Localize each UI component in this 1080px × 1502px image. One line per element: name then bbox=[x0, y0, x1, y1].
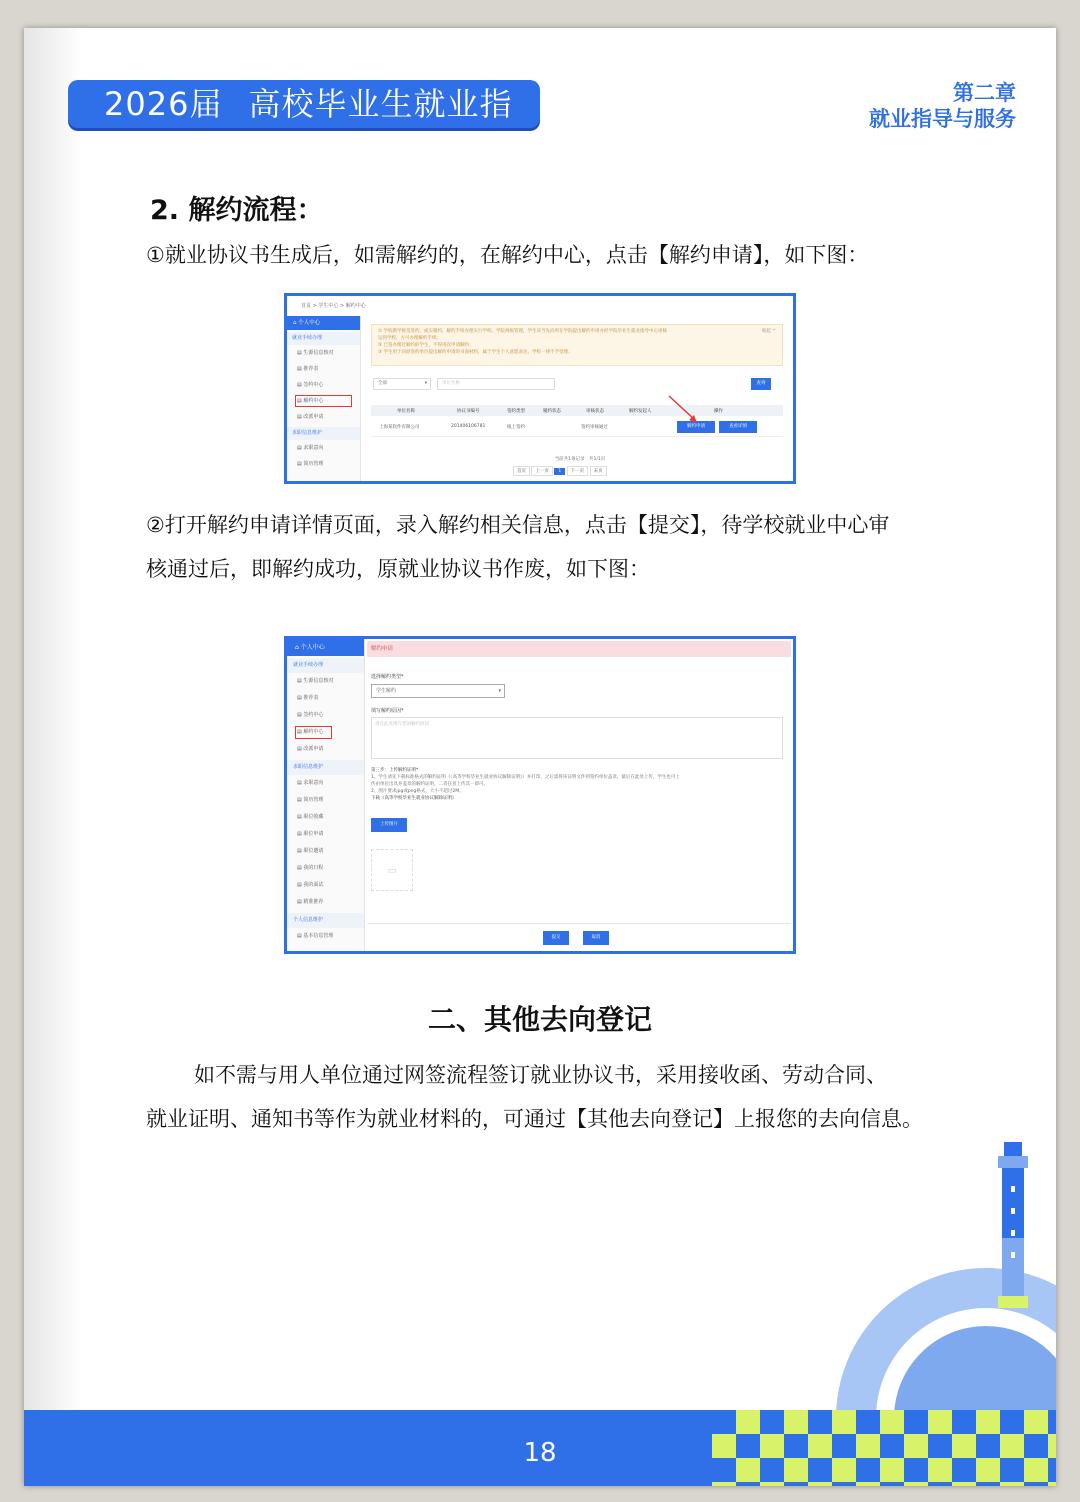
document-icon: ▤ bbox=[297, 678, 304, 684]
document-icon: ▤ bbox=[297, 814, 304, 820]
chapter-label bbox=[869, 80, 1016, 132]
sidebar-group-job-info: 求职信息维护 bbox=[287, 427, 360, 440]
table-cell: 线上签约 bbox=[507, 425, 525, 430]
sidebar-item-source-check[interactable]: ▤ 生源信息核对 bbox=[297, 350, 334, 356]
chevron-down-icon: ▾ bbox=[424, 381, 427, 386]
pager-info: 当前共1条记录 共1/1页 bbox=[554, 457, 606, 462]
sidebar-item[interactable] bbox=[287, 707, 364, 724]
table-cell: 2014061067​81 bbox=[451, 424, 486, 429]
reason-label: 填写解约原因* bbox=[371, 708, 404, 714]
sidebar-item-label: 我的面试 bbox=[303, 882, 324, 888]
notice-box bbox=[371, 324, 783, 366]
table-header bbox=[371, 405, 783, 416]
sidebar-item-label: 职位邀请 bbox=[303, 848, 324, 854]
section2-title: 二、其他去向登记 bbox=[427, 1003, 652, 1036]
chapter-title: 就业指导与服务 bbox=[869, 107, 1016, 131]
notice-line: ③ 学生用于向原签约单位提出解约申请的书面材料，属于学生个人意愿表达，学校一律不予受理； bbox=[378, 350, 573, 355]
header-title: 高校毕业生就业指南 bbox=[104, 85, 513, 171]
sidebar-item-resume[interactable]: ▤ 简历管理 bbox=[297, 461, 324, 467]
notice-line: 运到学校，方可办理解约手续； bbox=[378, 336, 441, 341]
upload-image-button[interactable]: 上传图片 bbox=[371, 818, 407, 832]
instruction-line: 2、图片要求jpg或png格式，大小不超过2M。 bbox=[371, 789, 464, 794]
document-icon: ▤ bbox=[297, 848, 304, 854]
column-header: 解约发起人 bbox=[629, 409, 652, 414]
breadcrumb: 首页 > 学生中心 > 解约中心 bbox=[301, 303, 366, 309]
sidebar-item-label: 解约中心 bbox=[303, 729, 324, 735]
sidebar-item-label: 求职意向 bbox=[303, 780, 324, 786]
sidebar-item[interactable] bbox=[287, 843, 364, 860]
page-binding-shadow bbox=[24, 28, 84, 1486]
pager-next[interactable]: 下一页 bbox=[567, 466, 589, 476]
sidebar-item[interactable] bbox=[287, 809, 364, 826]
sidebar-item[interactable] bbox=[287, 690, 364, 707]
reason-textarea[interactable]: 请在此处填写您的解约原因 bbox=[371, 717, 783, 759]
header-year: 2026届 bbox=[104, 85, 223, 123]
sidebar-item[interactable] bbox=[293, 724, 334, 741]
sidebar-item-label: 简历管理 bbox=[303, 797, 324, 803]
section2-paragraph-line1: 如不需与用人单位通过网签流程签订就业协议书，采用接收函、劳动合同、 bbox=[194, 1063, 887, 1087]
filter-select[interactable]: 全部 ▾ bbox=[373, 378, 431, 390]
sidebar-item[interactable] bbox=[287, 673, 364, 690]
sidebar-item-personal-center[interactable]: ⌂ 个人中心 bbox=[287, 639, 364, 656]
sidebar-item-reassign[interactable]: ▤ 改派申请 bbox=[297, 414, 324, 420]
notice-line: ② 已签办理过解约的学生，不得再次申请解约； bbox=[378, 343, 474, 348]
sidebar-item-label: 推荐表 bbox=[303, 695, 319, 701]
sidebar-item-label: 职位申请 bbox=[303, 831, 324, 837]
chevron-down-icon: ▾ bbox=[498, 688, 501, 694]
red-arrow-icon bbox=[667, 394, 701, 426]
termination-type-select[interactable]: 学生解约 ▾ bbox=[371, 684, 505, 698]
step1-text: ①就业协议书生成后，如需解约的，在解约中心，点击【解约申请】，如下图： bbox=[146, 243, 869, 267]
document-icon: ▤ bbox=[297, 746, 304, 752]
sidebar-item[interactable] bbox=[287, 894, 364, 911]
download-link[interactable]: 下载《高等学校毕业生就业协议解除证明》 bbox=[371, 796, 457, 801]
sidebar-item[interactable] bbox=[287, 860, 364, 877]
sidebar-item-label: 签约中心 bbox=[303, 712, 324, 718]
type-label: 选择解约类型* bbox=[371, 674, 404, 680]
document-icon: ▤ bbox=[297, 729, 304, 735]
pager-current[interactable]: 1 bbox=[554, 468, 565, 475]
sidebar-item-label: 我的日程 bbox=[303, 865, 324, 871]
section-title: 2. 解约流程： bbox=[150, 195, 324, 226]
sidebar-item-recommend-form[interactable]: ▤ 推荐表 bbox=[297, 366, 319, 372]
column-header: 协议书编号 bbox=[457, 409, 480, 414]
sidebar-group: 个人信息维护 bbox=[287, 913, 364, 928]
document-icon: ▤ bbox=[297, 797, 304, 803]
table-row bbox=[371, 417, 783, 437]
sidebar-item-label: 改派申请 bbox=[303, 746, 324, 752]
sidebar-item[interactable] bbox=[287, 775, 364, 792]
step3-instructions bbox=[371, 767, 783, 802]
sidebar-item-label: 生源信息核对 bbox=[303, 678, 334, 684]
screenshot-termination-form bbox=[284, 636, 796, 954]
pager-first[interactable]: 首页 bbox=[513, 466, 530, 476]
sidebar-item-signing-center[interactable]: ▤ 签约中心 bbox=[297, 382, 324, 388]
column-header: 签约类型 bbox=[507, 409, 525, 414]
header-banner bbox=[68, 80, 540, 171]
submit-button[interactable]: 提交 bbox=[543, 931, 569, 945]
terminate-apply-button[interactable]: 解约申请 bbox=[677, 421, 715, 433]
instruction-line: 1、学生请先下载标准格式的解约证明（《高等学校毕业生就业协议解除证明》）并打印，之后需将该证明文件到签约单位盖章，最后在此处上传，学生也可上 bbox=[371, 775, 680, 780]
table-cell: 签约审核通过 bbox=[581, 425, 608, 430]
cancel-button[interactable]: 取消 bbox=[583, 931, 609, 945]
sidebar-group: 就业手续办理 bbox=[287, 658, 364, 673]
notice-line: ① 学校教学秘签签约、或实履约、解约手续办理实行学校、学院两级管理，学生该当先向所在学院提出解约申请并经学院毕业生就业指导中心审核 bbox=[378, 329, 667, 334]
sidebar bbox=[287, 639, 365, 951]
sidebar-item-job-intent[interactable]: ▤ 求职意向 bbox=[297, 445, 324, 451]
footer-bar bbox=[24, 1410, 1056, 1486]
sidebar-item[interactable] bbox=[287, 928, 364, 945]
sidebar-item-label: 职位收藏 bbox=[303, 814, 324, 820]
column-header: 审核状态 bbox=[586, 409, 604, 414]
column-header: 单位名称 bbox=[397, 409, 415, 414]
document-icon: ▤ bbox=[297, 933, 304, 939]
panel-title: 解约申请 bbox=[367, 641, 791, 657]
collapse-toggle[interactable]: 收起 ^ bbox=[761, 329, 776, 334]
sidebar-item[interactable] bbox=[287, 741, 364, 758]
screenshot-termination-center bbox=[284, 293, 796, 484]
document-page bbox=[24, 28, 1056, 1486]
sidebar-item-termination-center[interactable]: ▤ 解约中心 bbox=[293, 393, 354, 409]
image-placeholder-icon: ▭ bbox=[371, 849, 413, 891]
sidebar-group: 求职信息维护 bbox=[287, 760, 364, 775]
sidebar-item-personal-center[interactable]: ⌂ 个人中心 bbox=[287, 316, 360, 330]
document-icon: ▤ bbox=[297, 695, 304, 701]
table-cell: 上海某软件有限公司 bbox=[379, 425, 420, 430]
document-icon: ▤ bbox=[297, 780, 304, 786]
pager bbox=[513, 466, 607, 476]
chapter-number: 第二章 bbox=[953, 81, 1016, 105]
sidebar-group-procedures: 就业手续办理 bbox=[287, 332, 360, 345]
step2-line: 核通过后，即解约成功，原就业协议书作废，如下图： bbox=[146, 557, 650, 581]
lighthouse-decoration bbox=[826, 1138, 1056, 1410]
sidebar-item[interactable] bbox=[287, 792, 364, 809]
sidebar-item-label: 精准推荐 bbox=[303, 899, 324, 905]
section2-paragraph-line2: 就业证明、通知书等作为就业材料的，可通过【其他去向登记】上报您的去向信息。 bbox=[146, 1107, 923, 1131]
page-number: 18 bbox=[523, 1438, 557, 1468]
document-icon: ▤ bbox=[297, 865, 304, 871]
sidebar-item-label: 基本信息管理 bbox=[303, 933, 334, 939]
column-header: 操作 bbox=[714, 409, 723, 414]
document-icon: ▤ bbox=[297, 899, 304, 905]
pager-last[interactable]: 末页 bbox=[590, 466, 607, 476]
pager-prev[interactable]: 上一页 bbox=[531, 466, 553, 476]
document-icon: ▤ bbox=[297, 831, 304, 837]
sidebar-item[interactable] bbox=[287, 826, 364, 843]
document-icon: ▤ bbox=[297, 712, 304, 718]
column-header: 履约状态 bbox=[543, 409, 561, 414]
step3-title: 第三步：上传解约证明* bbox=[371, 768, 419, 773]
step2-line: ②打开解约申请详情页面，录入解约相关信息，点击【提交】，待学校就业中心审 bbox=[146, 513, 890, 537]
document-icon: ▤ bbox=[297, 882, 304, 888]
instruction-line: 传由单位出具并盖章的解约证明，二者任意上传其一即可。 bbox=[371, 782, 488, 787]
view-detail-button[interactable]: 查看详情 bbox=[719, 421, 757, 433]
sidebar-item[interactable] bbox=[287, 877, 364, 894]
filter-input[interactable]: 单位名称 bbox=[437, 378, 555, 390]
form-footer bbox=[367, 923, 791, 951]
step2-text bbox=[146, 503, 946, 591]
query-button[interactable]: 查询 bbox=[751, 378, 771, 390]
